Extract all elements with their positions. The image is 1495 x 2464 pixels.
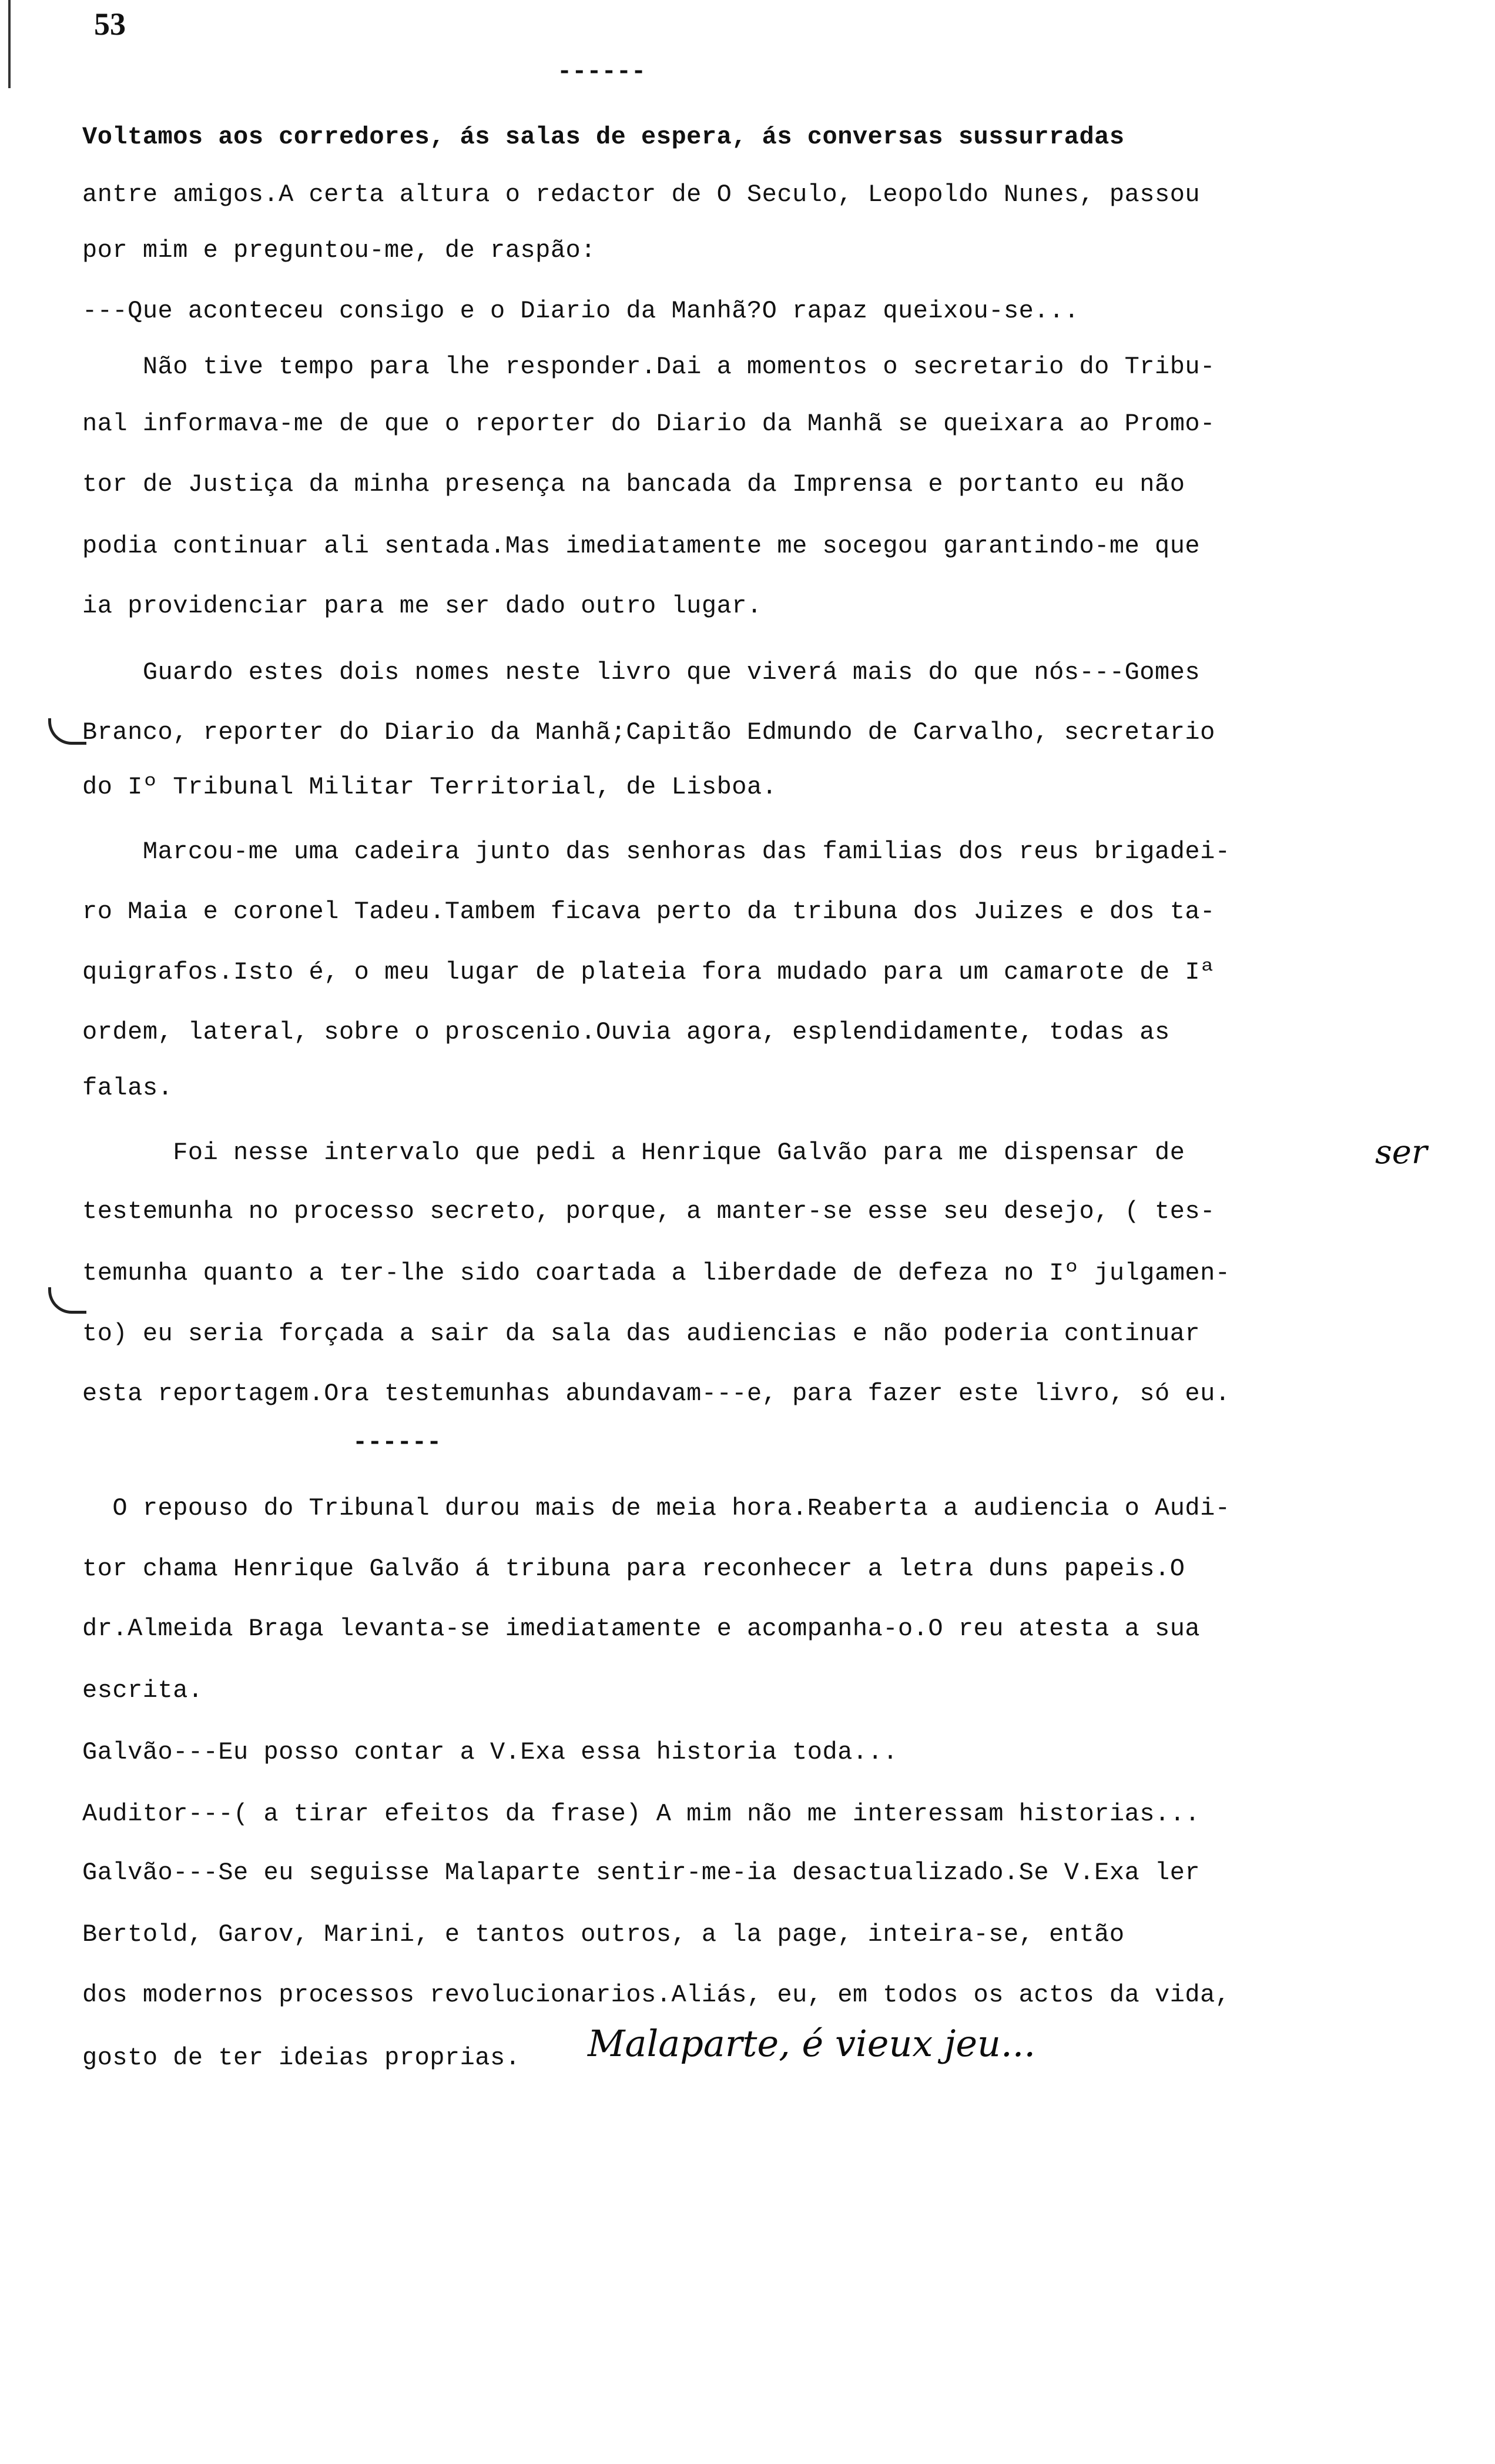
text-line-3: por mim e preguntou-me, de raspão:	[82, 236, 596, 265]
separator-top: ------	[557, 58, 646, 86]
text-line-16: ordem, lateral, sobre o proscenio.Ouvia agora, esplendidamente, todas as	[82, 1018, 1170, 1046]
text-line-24: tor chama Henrique Galvão á tribuna para reconhecer a letra duns papeis.O	[82, 1555, 1185, 1583]
text-line-26: escrita.	[82, 1676, 203, 1705]
text-line-4: ---Que aconteceu consigo e o Diario da Manhã?O rapaz queixou-se...	[82, 297, 1080, 325]
text-line-5: Não tive tempo para lhe responder.Dai a momentos o secretario do Tribu-	[82, 353, 1215, 381]
text-line-9: ia providenciar para me ser dado outro lugar.	[82, 592, 762, 620]
text-line-21: to) eu seria forçada a sair da sala das audiencias e não poderia continuar	[82, 1320, 1201, 1348]
margin-hook-mark	[48, 718, 86, 745]
text-line-20: temunha quanto a ter-lhe sido coartada a liberdade de defeza no Iº julgamen-	[82, 1259, 1231, 1287]
text-line-25: dr.Almeida Braga levanta-se imediatamente e acompanha-o.O reu atesta a sua	[82, 1615, 1201, 1643]
text-line-14: ro Maia e coronel Tadeu.Tambem ficava perto da tribuna dos Juizes e dos ta-	[82, 898, 1215, 926]
text-line-1: Voltamos aos corredores, ás salas de espera, ás conversas sussurradas	[82, 123, 1125, 151]
text-line-11: Branco, reporter do Diario da Manhã;Capitão Edmundo de Carvalho, secretario	[82, 718, 1215, 746]
text-line-12: do Iº Tribunal Militar Territorial, de Lisboa.	[82, 773, 777, 801]
text-line-15: quigrafos.Isto é, o meu lugar de plateia fora mudado para um camarote de Iª	[82, 958, 1215, 986]
text-line-8: podia continuar ali sentada.Mas imediatamente me socegou garantindo-me que	[82, 532, 1201, 560]
text-line-7: tor de Justiça da minha presença na bancada da Imprensa e portanto eu não	[82, 470, 1185, 498]
text-line-19: testemunha no processo secreto, porque, a manter-se esse seu desejo, ( tes-	[82, 1197, 1215, 1226]
text-line-10: Guardo estes dois nomes neste livro que viverá mais do que nós---Gomes	[82, 658, 1201, 687]
text-line-17: falas.	[82, 1074, 173, 1102]
text-line-22: esta reportagem.Ora testemunhas abundavam---e, para fazer este livro, só eu.	[82, 1380, 1231, 1408]
margin-mark	[8, 0, 11, 88]
margin-hook-mark-2	[48, 1287, 86, 1314]
text-line-29: Galvão---Se eu seguisse Malaparte sentir-me-ia desactualizado.Se V.Exa ler	[82, 1859, 1201, 1887]
handwritten-ser: ser	[1375, 1133, 1427, 1171]
separator-mid: ------	[353, 1428, 442, 1457]
text-line-23: O repouso do Tribunal durou mais de meia hora.Reaberta a audiencia o Audi-	[82, 1494, 1231, 1522]
text-line-30: Bertold, Garov, Marini, e tantos outros, a la page, inteira-se, então	[82, 1920, 1125, 1949]
page-number: 53	[94, 6, 126, 42]
handwritten-note: Malaparte, é vieux jeu...	[588, 2022, 1036, 2065]
text-line-13: Marcou-me uma cadeira junto das senhoras das familias dos reus brigadei-	[82, 838, 1231, 866]
text-line-2: antre amigos.A certa altura o redactor de O Seculo, Leopoldo Nunes, passou	[82, 180, 1201, 209]
text-line-6: nal informava-me de que o reporter do Diario da Manhã se queixara ao Promo-	[82, 410, 1215, 438]
text-line-28: Auditor---( a tirar efeitos da frase) A mim não me interessam historias...	[82, 1800, 1201, 1828]
text-line-31: dos modernos processos revolucionarios.Aliás, eu, em todos os actos da vida,	[82, 1981, 1231, 2009]
text-line-27: Galvão---Eu posso contar a V.Exa essa historia toda...	[82, 1738, 899, 1766]
text-line-18: Foi nesse intervalo que pedi a Henrique Galvão para me dispensar de	[82, 1139, 1185, 1167]
text-line-32: gosto de ter ideias proprias.	[82, 2044, 521, 2072]
